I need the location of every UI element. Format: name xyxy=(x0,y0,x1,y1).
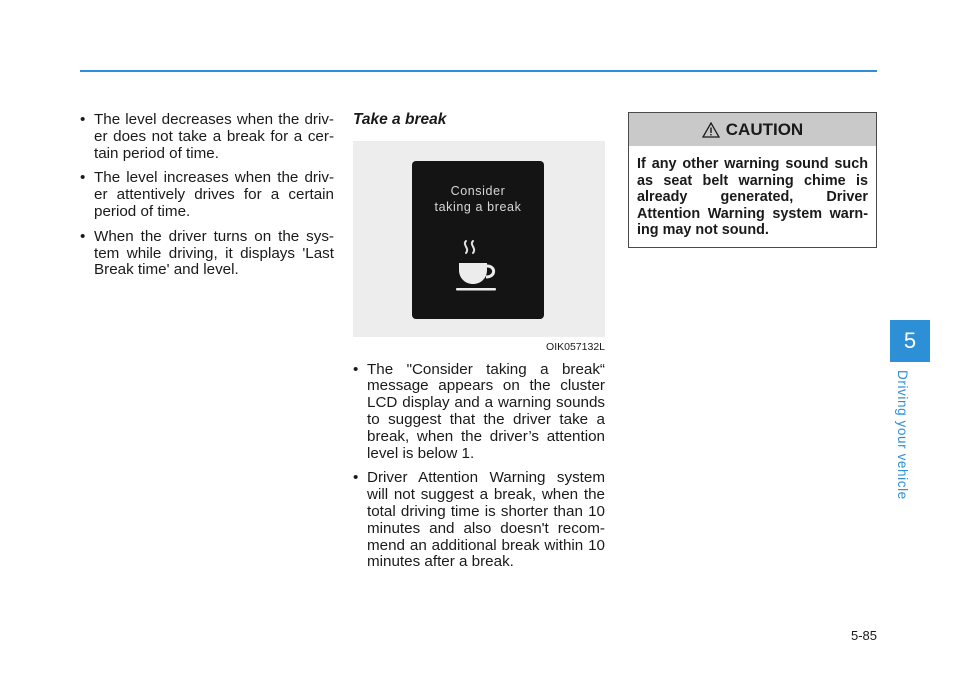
screen-message xyxy=(412,183,544,215)
left-column xyxy=(80,112,334,287)
screen-message-line1: Consider xyxy=(450,183,506,198)
list-item: • Driver Attention Warning system will not suggest a break, when the total driving time is shorter than 10 minutes and also doesn't recom- mend an additional break within 10 minutes after a break. xyxy=(353,470,605,571)
list-item: • When the driver turns on the sys- tem while driving, it displays 'Last Break time' and level. xyxy=(80,229,334,279)
screen-message-line2: taking a break xyxy=(434,199,522,214)
section-title: Take a break xyxy=(353,111,447,128)
figure-caption: OIK057132L xyxy=(546,340,605,353)
caution-header xyxy=(629,113,876,146)
chapter-title: Driving your vehicle xyxy=(895,370,910,500)
cluster-display-figure xyxy=(353,141,605,337)
coffee-cup-icon xyxy=(456,237,502,293)
warning-triangle-icon xyxy=(702,122,720,138)
middle-bullet-list xyxy=(353,362,605,572)
list-item: • The level decreases when the driv- er does not take a break for a cer- tain period of time. xyxy=(80,112,334,162)
caution-title: CAUTION xyxy=(725,119,804,139)
caution-text: If any other warning sound such as seat belt warning chime is already generated, Driver Attention Warning system warn- ing may not sound. xyxy=(637,156,868,239)
caution-box xyxy=(628,112,877,248)
list-item: • The level increases when the driv- er attentively drives for a certain period of time. xyxy=(80,170,334,220)
left-bullet-list xyxy=(80,112,334,279)
cluster-screen xyxy=(412,161,544,319)
middle-column xyxy=(353,112,605,579)
top-rule xyxy=(80,70,877,72)
list-item: • The "Consider taking a break“ message appears on the cluster LCD display and a warning sounds to suggest that the driver take a break, when the driver’s attention level is below 1. xyxy=(353,362,605,463)
page-number: 5-85 xyxy=(850,628,877,643)
chapter-tab: 5 xyxy=(890,320,930,362)
